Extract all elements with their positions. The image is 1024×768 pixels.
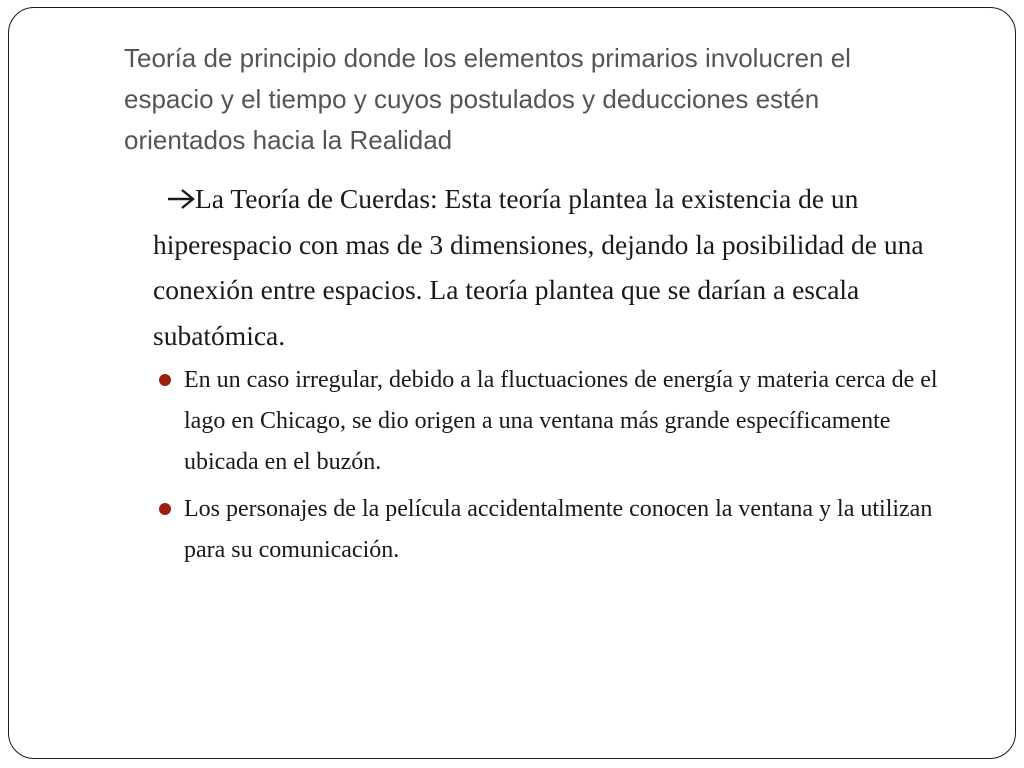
slide-frame	[8, 7, 1016, 759]
lead-text: La Teoría de Cuerdas: Esta teoría plantea la existencia de un hiperespacio con mas de 3 dimensiones, dejando la posibilidad de una conexión entre espacios. La teoría plantea que se darían a escala subatómica.	[153, 183, 924, 351]
bullet-text: En un caso irregular, debido a la fluctuaciones de energía y materia cerca de el lago en Chicago, se dio origen a una ventana más grande específicamente ubicada en el buzón.	[184, 367, 938, 475]
slide-title: Teoría de principio donde los elementos primarios involucren el espacio y el tiempo y cuyos postulados y deducciones estén orientados hacia la Realidad	[124, 43, 851, 155]
bullet-dot-icon	[159, 374, 171, 386]
bullet-list	[159, 360, 959, 577]
bullet-text: Los personajes de la película accidentalmente conocen la ventana y la utilizan para su comunicación.	[184, 496, 933, 563]
bullet-item	[159, 489, 959, 571]
lead-paragraph	[153, 176, 973, 358]
bullet-item	[159, 360, 959, 483]
right-arrow-icon	[167, 188, 195, 210]
bullet-dot-icon	[159, 503, 171, 515]
